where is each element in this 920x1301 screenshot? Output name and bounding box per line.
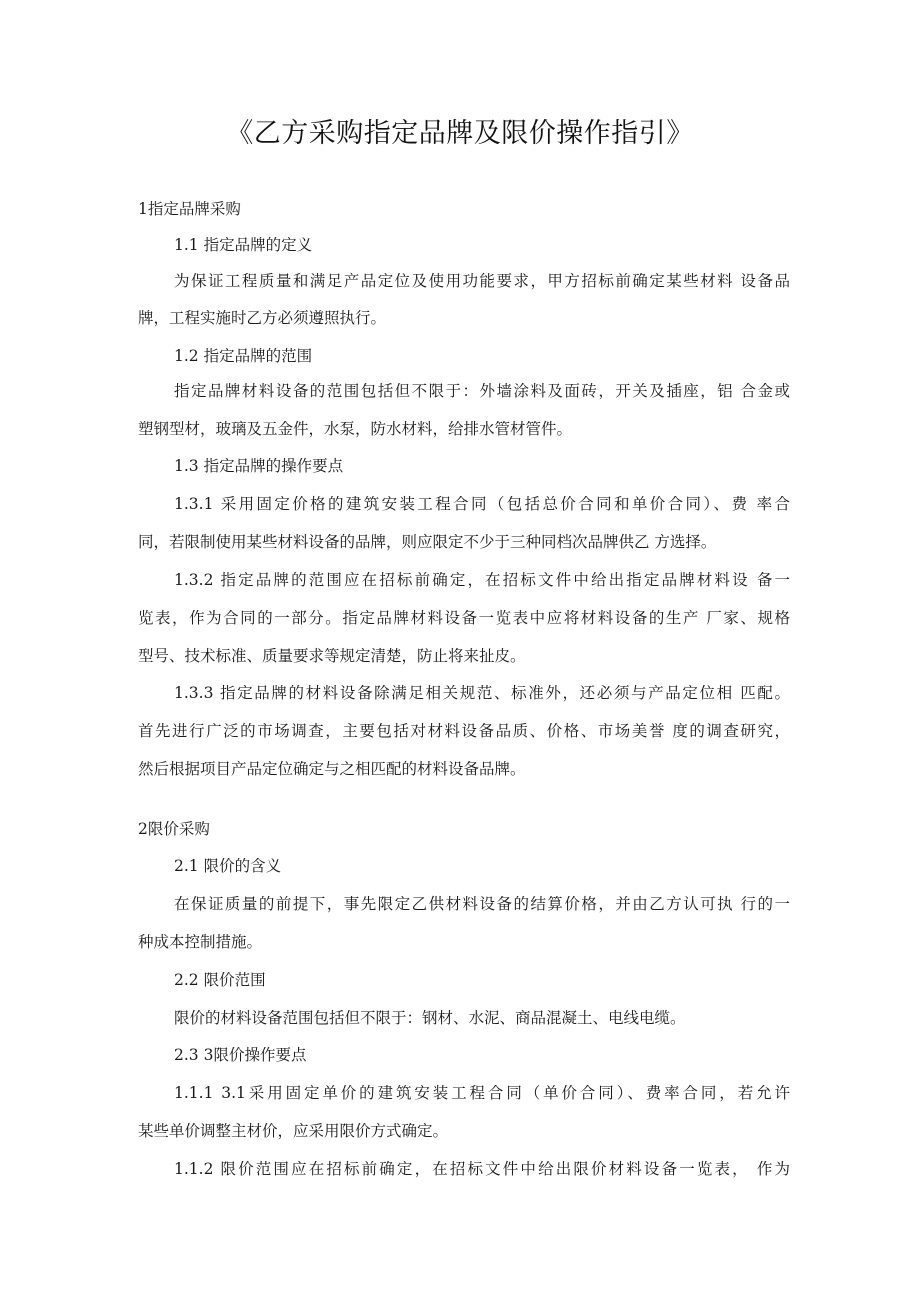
paragraph-line: 1.1.2 限价范围应在招标前确定，在招标文件中给出限价材料设备一览表， 作为 xyxy=(174,1160,790,1178)
paragraph-line: 型号、技术标准、质量要求等规定清楚，防止将来扯皮。 xyxy=(138,647,526,665)
subsection-heading-2-1: 2.1 限价的含义 xyxy=(174,857,282,875)
paragraph-line: 为保证工程质量和满足产品定位及使用功能要求，甲方招标前确定某些材料 设备品 xyxy=(174,272,790,290)
paragraph-line: 然后根据项目产品定位确定与之相匹配的材料设备品牌。 xyxy=(138,760,526,778)
paragraph-line: 在保证质量的前提下，事先限定乙供材料设备的结算价格，并由乙方认可执 行的一 xyxy=(174,895,790,913)
paragraph-line: 指定品牌材料设备的范围包括但不限于：外墙涂料及面砖，开关及插座，铝 合金或 xyxy=(174,382,790,400)
subsection-heading-2-3: 2.3 3限价操作要点 xyxy=(174,1046,307,1064)
subsection-heading-1-1: 1.1 指定品牌的定义 xyxy=(174,236,313,254)
section-heading-2: 2限价采购 xyxy=(138,820,210,838)
paragraph-line: 同，若限制使用某些材料设备的品牌，则应限定不少于三种同档次品牌供乙 方选择。 xyxy=(138,533,717,551)
paragraph-line: 牌，工程实施时乙方必须遵照执行。 xyxy=(138,309,387,327)
document-title: 《乙方采购指定品牌及限价操作指引》 xyxy=(226,118,694,149)
subsection-heading-2-2: 2.2 限价范围 xyxy=(174,971,266,989)
paragraph-line: 1.3.2 指定品牌的范围应在招标前确定，在招标文件中给出指定品牌材料设 备一 xyxy=(174,571,790,589)
paragraph-line: 塑钢型材，玻璃及五金件，水泵，防水材料，给排水管材管件。 xyxy=(138,420,573,438)
paragraph-line: 1.3.1 采用固定价格的建筑安装工程合同（包括总价合同和单价合同）、费 率合 xyxy=(174,495,790,513)
paragraph-line: 1.3.3 指定品牌的材料设备除满足相关规范、标准外，还必须与产品定位相 匹配。 xyxy=(174,684,790,702)
paragraph-line: 1.1.1 3.1采用固定单价的建筑安装工程合同（单价合同）、费率合同，若允许 xyxy=(174,1084,790,1102)
paragraph-line: 种成本控制措施。 xyxy=(138,933,263,951)
subsection-heading-1-2: 1.2 指定品牌的范围 xyxy=(174,347,313,365)
section-heading-1: 1指定品牌采购 xyxy=(138,200,241,218)
paragraph-line: 限价的材料设备范围包括但不限于：钢材、水泥、商品混凝土、电线电缆。 xyxy=(174,1009,686,1027)
paragraph-line: 览表，作为合同的一部分。指定品牌材料设备一览表中应将材料设备的生产 厂家、规格 xyxy=(138,609,790,627)
paragraph-line: 首先进行广泛的市场调查，主要包括对材料设备品质、价格、市场美誉 度的调查研究， xyxy=(138,722,790,740)
paragraph-line: 某些单价调整主材价，应采用限价方式确定。 xyxy=(138,1122,449,1140)
subsection-heading-1-3: 1.3 指定品牌的操作要点 xyxy=(174,457,344,475)
